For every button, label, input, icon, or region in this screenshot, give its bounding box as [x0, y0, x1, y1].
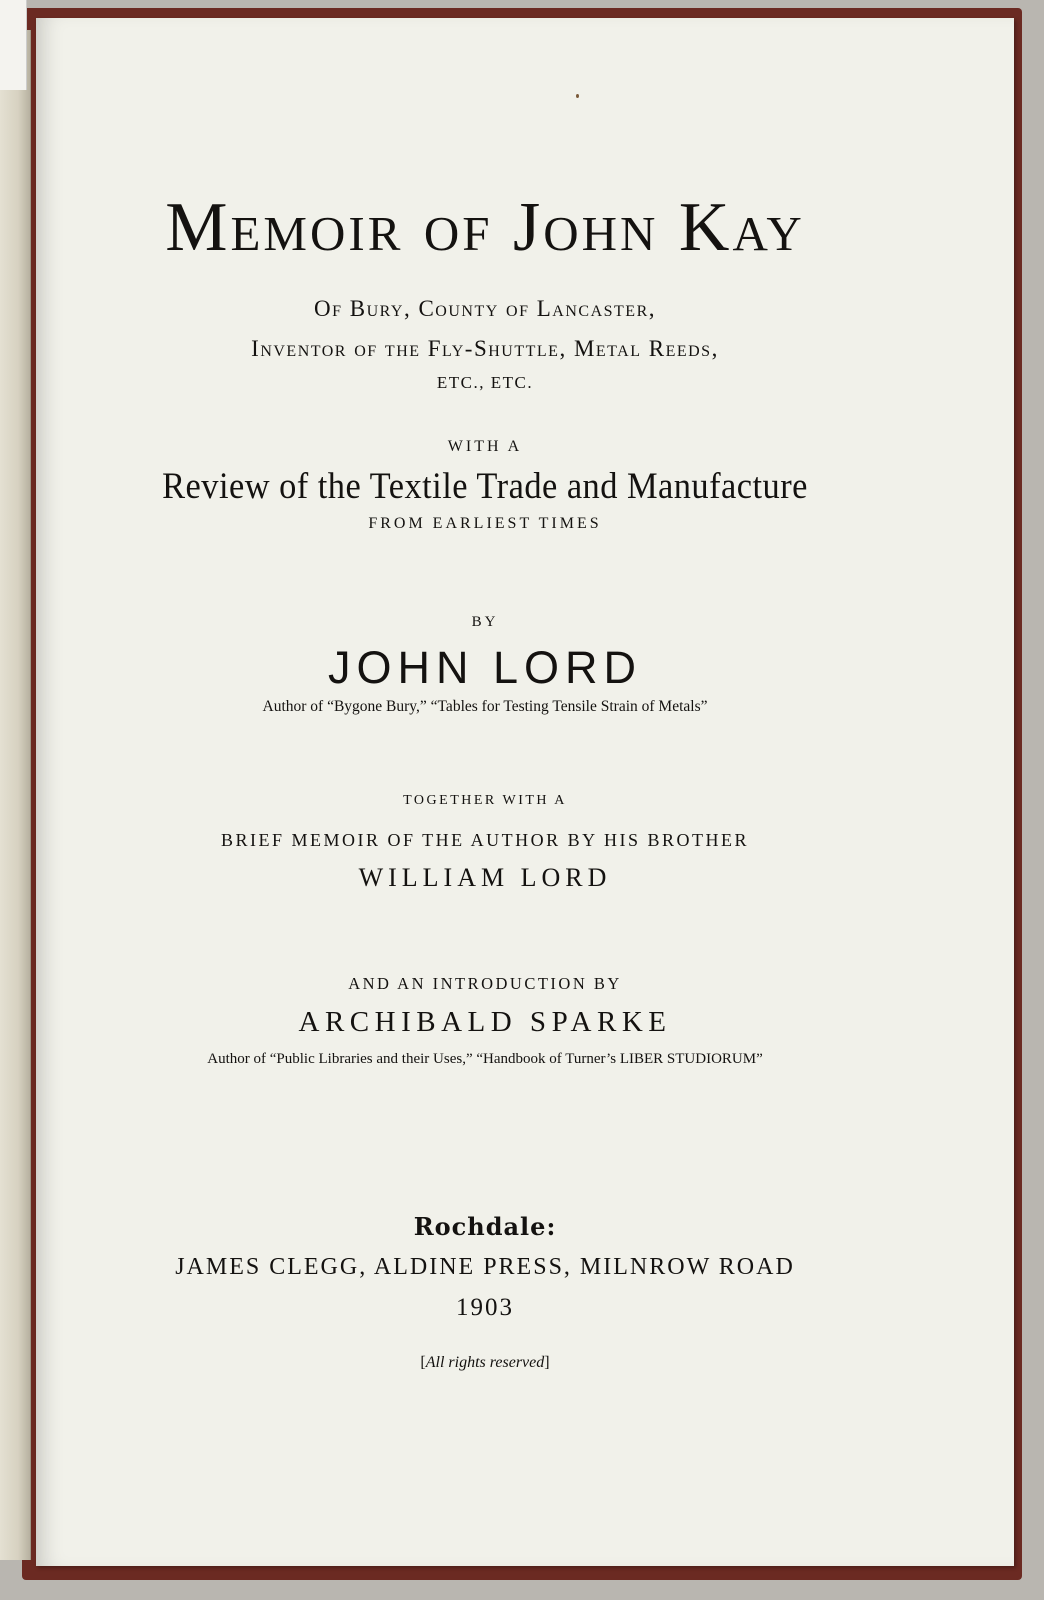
- introduction-author-works: Author of “Public Libraries and their Uses,” “Handbook of Turner’s LIBER STUDIORUM”: [207, 1051, 763, 1067]
- book-title: Memoir of John Kay: [165, 189, 805, 266]
- page-speck: [576, 94, 579, 98]
- rights-notice: [0, 1354, 974, 1372]
- left-page-corner: [0, 0, 27, 90]
- by-text: BY: [471, 614, 499, 630]
- from-earliest-times: FROM EARLIEST TIMES: [368, 515, 602, 532]
- together-with-text: TOGETHER WITH A: [403, 793, 567, 808]
- author-works: Author of “Bygone Bury,” “Tables for Testing Tensile Strain of Metals”: [262, 698, 708, 715]
- brother-name: WILLIAM LORD: [358, 863, 612, 892]
- subtitle-line-1: Of Bury, County of Lancaster,: [313, 296, 657, 321]
- subtitle-line-3: ETC., ETC.: [436, 373, 534, 392]
- brief-memoir-text: BRIEF MEMOIR OF THE AUTHOR BY HIS BROTHER: [220, 830, 750, 850]
- rights-text: All rights reserved: [425, 1354, 545, 1371]
- author-name: JOHN LORD: [327, 642, 643, 693]
- rights-open-bracket: [: [420, 1354, 426, 1371]
- title-page: [36, 18, 1014, 1566]
- publication-year: 1903: [456, 1294, 514, 1321]
- review-title: Review of the Textile Trade and Manufacture: [162, 466, 808, 507]
- introduction-by-text: AND AN INTRODUCTION BY: [348, 974, 622, 993]
- introduction-author: ARCHIBALD SPARKE: [298, 1006, 672, 1038]
- rights-close-bracket: ]: [544, 1354, 550, 1371]
- publisher-line: JAMES CLEGG, ALDINE PRESS, MILNROW ROAD: [175, 1254, 795, 1280]
- with-a-text: WITH A: [447, 438, 523, 455]
- subtitle-line-2: Inventor of the Fly-Shuttle, Metal Reeds,: [251, 336, 719, 361]
- publication-place: Rochdale:: [413, 1212, 557, 1241]
